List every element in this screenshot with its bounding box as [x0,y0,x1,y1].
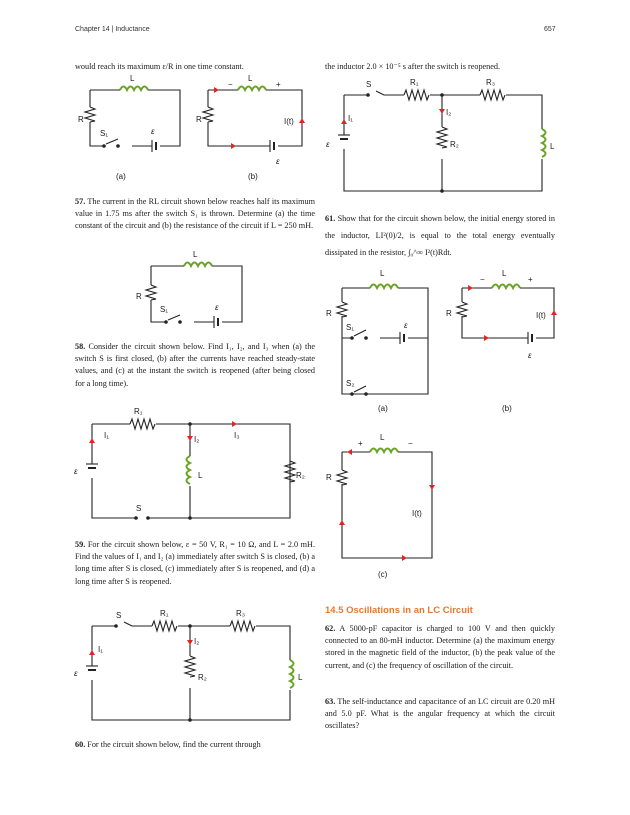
problem-59-text: For the circuit shown below, ε = 50 V, R₁ = 10 Ω, and L = 2.0 mH. Find the values of I₁ and I₂ (a) immediately after switch S is closed, (b) a long time after S is closed, (c) immediately after S is reopened, and (d) a long time after S is reopened. [75,540,316,586]
section-title: 14.5 Oscillations in an LC Circuit [325,605,473,616]
label-I1-59: I₁ [98,645,103,654]
figure-rl-a [78,72,193,167]
label-I3-58: I₃ [234,431,240,440]
label-It-b: I(t) [284,117,294,126]
label-emf-61b: ε [528,351,532,360]
label-It-61b: I(t) [536,311,546,320]
problem-58 [75,341,315,390]
label-minus-61c: − [408,439,413,448]
problem-58-text: Consider the circuit shown below. Find I₁, I₂, and I₃ when (a) the switch S is first closed, (b) after the currents have reached steady-state values, and (c) at the instant the switch is reopened (after being closed for a long time). [75,342,316,388]
label-S1-57: S₁ [160,305,169,314]
caption-61-c: (c) [378,570,388,579]
label-minus-61b: − [480,275,485,284]
figure-60 [324,73,564,197]
label-plus-61b: + [528,275,533,284]
label-L-57: L [193,250,198,259]
problem-62 [325,623,555,672]
figure-61-c [322,432,442,564]
caption-61-b: (b) [502,404,512,413]
label-R1-60: R₁ [410,78,419,87]
label-R: R [78,115,84,124]
label-I1-60: I₁ [348,114,353,123]
label-R2-59: R₂ [198,673,207,682]
label-I2-58: I₂ [194,435,200,444]
label-L-61a: L [380,269,385,278]
figure-57 [136,252,256,332]
label-I1-58: I₁ [104,431,109,440]
label-emf-57: ε [215,303,219,312]
label-R3-59: R₃ [236,609,246,618]
caption-b: (b) [248,172,258,181]
problem-62-text: A 5000-pF capacitor is charged to 100 V and then quickly connected to an 80-mH inductor. Determine (a) the maximum energy stored in the magnetic field of the inductor, (b) the peak value of the current, and (c) the frequency of oscillation of the circuit. [325,624,555,670]
label-R-61b: R [446,309,452,318]
problem-61-number: 61. [325,214,336,223]
label-R-57: R [136,292,142,301]
label-S-60: S [366,80,372,89]
problem-59 [75,539,315,588]
problem-60 [75,739,315,751]
problem-63-text: The self-inductance and capacitance of an LC circuit are 0.20 mH and 5.0 pF. What is the angular frequency at which the circuit oscillates? [325,697,555,731]
page-number: 657 [544,26,556,33]
problem-60-number: 60. [75,740,86,749]
label-R1-58: R₁ [134,407,143,416]
label-R2-58: R₂ [296,471,305,480]
label-R1-59: R₁ [160,609,169,618]
label-L-61b: L [502,269,507,278]
problem-63 [325,696,555,733]
label-I2-59: I₂ [194,637,200,646]
caption-61-a: (a) [378,404,388,413]
problem-61-text: Show that for the circuit shown below, the initial energy stored in the inductor, LI²(0)/2, is equal to the total energy eventually dissipated in the resistor, ∫₀^∞ I²(t)Rdt. [325,214,556,257]
problem-60-text: For the circuit shown below, find the current through [87,740,261,749]
label-S2-61a: S₂ [346,379,355,388]
label-emf: ε [151,127,155,136]
figure-61-a [322,266,442,396]
label-minus-b: − [228,80,233,89]
label-emf-61a: ε [404,321,408,330]
label-S1-61a: S₁ [346,323,355,332]
label-R-b: R [196,115,202,124]
label-L-b: L [248,74,253,83]
label-I2-60: I₂ [446,108,452,117]
label-S-58: S [136,504,142,513]
label-emf-58: ε [74,467,78,476]
label-R2-60: R₂ [450,140,459,149]
problem-62-number: 62. [325,624,336,633]
label-R-61c: R [326,473,332,482]
label-emf-b: ε [276,157,280,166]
label-L-59: L [298,673,303,682]
problem-59-number: 59. [75,540,86,549]
problem-61 [325,210,555,261]
label-L-58: L [198,471,203,480]
problem-58-number: 58. [75,342,86,351]
label-plus-61c: + [358,439,363,448]
label-emf-59: ε [74,669,78,678]
problem-63-number: 63. [325,697,336,706]
intro-text: would reach its maximum ε/R in one time constant. [75,62,244,71]
figure-rl-b [196,72,311,172]
problem-57-text: The current in the RL circuit shown below reaches half its maximum value in 1.75 ms after the switch S₁ is thrown. Determine (a) the time constant of the circuit and (b) the resistance of the circuit if L = 250 mH. [75,197,316,231]
caption-a: (a) [116,172,126,181]
chapter-header: Chapter 14 | Inductance [75,26,150,33]
label-R3-60: R₃ [486,78,496,87]
problem-57-number: 57. [75,197,86,206]
label-L-60: L [550,142,555,151]
label-L: L [130,74,135,83]
label-It-61c: I(t) [412,509,422,518]
label-S-59: S [116,611,122,620]
label-L-61c: L [380,433,385,442]
figure-58 [74,406,314,528]
label-emf-60: ε [326,140,330,149]
problem-60-continued: the inductor 2.0 × 10⁻⁵ s after the switch is reopened. [325,62,501,71]
label-R-61a: R [326,309,332,318]
problem-57 [75,196,315,233]
label-plus-b: + [276,80,281,89]
label-S1: S₁ [100,129,109,138]
figure-59 [74,608,314,730]
figure-61-b [444,266,564,370]
